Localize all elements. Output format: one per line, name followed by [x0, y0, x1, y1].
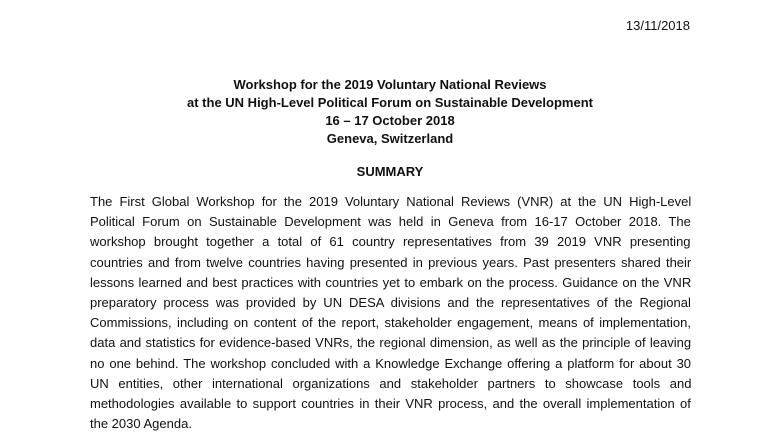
document-date: 13/11/2018: [625, 18, 690, 33]
paragraph-line: Political Forum on Sustainable Development was held in Geneva from 16-17 October 2018. The: [90, 214, 691, 230]
paragraph-line: workshop brought together a total of 61 country representatives from 39 2019 VNR presenting: [90, 234, 691, 250]
title-line-location: Geneva, Switzerland: [326, 131, 454, 146]
document-title: [0, 76, 780, 148]
paragraph-line: Commissions, including on content of the report, stakeholder engagement, means of implementation,: [90, 315, 691, 331]
paragraph-line: The First Global Workshop for the 2019 Voluntary National Reviews (VNR) at the UN High-Level: [90, 194, 692, 209]
title-line-dates: 16 – 17 October 2018: [325, 113, 455, 128]
paragraph-line: preparatory process was provided by UN DESA divisions and the representatives of the Regional: [90, 295, 691, 311]
paragraph-line: no one behind. The workshop concluded with a Knowledge Exchange offering a platform for about 30: [90, 355, 692, 371]
title-line-forum: at the UN High-Level Political Forum on Sustainable Development: [187, 95, 593, 110]
title-line-workshop: Workshop for the 2019 Voluntary National Reviews: [233, 77, 547, 92]
paragraph-line: lessons learned and best practices with countries yet to embark on the process. Guidance on the VNR: [90, 274, 692, 290]
paragraph-line: UN entities, other international organizations and stakeholder partners to showcase tools and: [90, 375, 692, 391]
paragraph-line: methodologies available to support countries in their VNR process, and the overall implementation of: [90, 396, 691, 412]
summary-paragraph: [90, 192, 691, 434]
paragraph-line: data and statistics for evidence-based VNRs, the regional dimension, as well as the principle of leaving: [90, 335, 692, 351]
paragraph-line: the 2030 Agenda.: [90, 416, 192, 432]
paragraph-line: countries and from twelve countries having presented in previous years. Past presenters shared their: [90, 254, 692, 270]
summary-heading: SUMMARY: [356, 164, 424, 179]
